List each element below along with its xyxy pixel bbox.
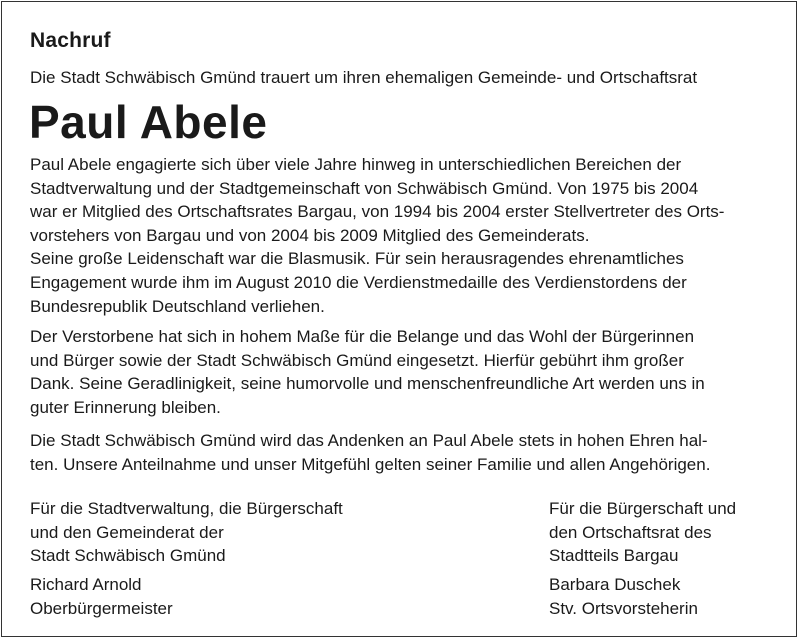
paragraph-line: ten. Unsere Anteilnahme und unser Mitgefühl gelten seiner Familie und allen Angehörigen. <box>30 454 711 474</box>
signatory-role: Oberbürgermeister <box>30 598 173 618</box>
signatory-name: Richard Arnold <box>30 575 142 594</box>
paragraph-line: Seine große Leidenschaft war die Blasmusik. Für sein herausragendes ehrenamtliches <box>30 249 684 269</box>
obituary-frame <box>1 1 797 637</box>
paragraph-line: war er Mitglied des Ortschaftsrates Bargau, von 1994 bis 2004 erster Stellvertreter des Orts- <box>30 202 725 222</box>
signature-left-signatory <box>30 573 173 620</box>
signature-left-organization <box>30 497 343 568</box>
paragraph-line: Dank. Seine Geradlinigkeit, seine humorvolle und menschenfreundliche Art werden uns in <box>30 374 705 394</box>
paragraph-line: und Bürger sowie der Stadt Schwäbisch Gmünd eingesetzt. Hierfür gebührt ihm großer <box>30 350 684 370</box>
signature-right-organization <box>549 497 736 568</box>
paragraph-line: Der Verstorbene hat sich in hohem Maße für die Belange und das Wohl der Bürgerinnen <box>30 327 695 346</box>
signatory-role: Stv. Ortsvorsteherin <box>549 598 698 618</box>
signature-line: den Ortschaftsrat des <box>549 522 712 542</box>
paragraph-line: Engagement wurde ihm im August 2010 die Verdienstmedaille des Verdienstordens der <box>30 272 687 292</box>
signature-line: Stadtteils Bargau <box>549 546 679 566</box>
deceased-name: Paul Abele <box>29 96 268 148</box>
paragraph-line: Paul Abele engagierte sich über viele Jahre hinweg in unterschiedlichen Bereichen der <box>30 155 682 174</box>
paragraph-line: vorstehers von Bargau und von 2004 bis 2009 Mitglied des Gemeinderats. <box>30 225 590 245</box>
signature-line: Für die Bürgerschaft und <box>549 499 737 518</box>
signature-line: Stadt Schwäbisch Gmünd <box>30 546 226 566</box>
paragraph-line: Die Stadt Schwäbisch Gmünd wird das Andenken an Paul Abele stets in hohen Ehren hal- <box>30 431 708 450</box>
paragraph-3 <box>30 429 710 476</box>
paragraph-1 <box>30 153 724 318</box>
intro-line: Die Stadt Schwäbisch Gmünd trauert um ihren ehemaligen Gemeinde- und Ortschaftsrat <box>30 68 698 87</box>
paragraph-line: guter Erinnerung bleiben. <box>30 397 221 417</box>
page-title: Nachruf <box>30 29 111 52</box>
signature-line: und den Gemeinderat der <box>30 522 224 542</box>
paragraph-line: Bundesrepublik Deutschland verliehen. <box>30 296 325 316</box>
signatory-name: Barbara Duschek <box>549 575 681 594</box>
signature-right-signatory <box>549 573 698 620</box>
paragraph-2 <box>30 325 705 419</box>
paragraph-line: Stadtverwaltung und der Stadtgemeinschaft von Schwäbisch Gmünd. Von 1975 bis 2004 <box>30 178 699 198</box>
signature-line: Für die Stadtverwaltung, die Bürgerschaft <box>30 499 343 518</box>
